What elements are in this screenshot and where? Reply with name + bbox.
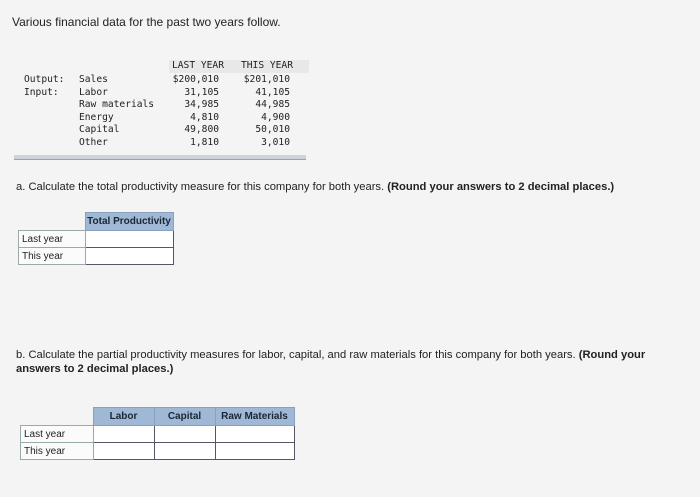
capital-last-year-input[interactable] — [155, 426, 215, 442]
output-label: Output: — [24, 74, 65, 85]
header-this-year: THIS YEAR — [241, 60, 293, 71]
other-last-year: 1,810 — [190, 136, 219, 148]
total-productivity-this-year-input[interactable] — [86, 248, 173, 264]
raw-materials-last-year-input[interactable] — [216, 426, 294, 442]
raw-materials-this-year-input[interactable] — [216, 443, 294, 459]
row-this-year: This year — [19, 248, 86, 265]
total-productivity-table — [18, 212, 174, 265]
table-bottom-line — [14, 159, 306, 160]
energy-this-year: 4,900 — [261, 111, 290, 123]
raw-materials-this-year-cell[interactable] — [215, 443, 294, 460]
row-label-raw-materials: Raw materials — [79, 99, 155, 110]
other-this-year: 3,010 — [261, 136, 290, 148]
sales-this-year: $201,010 — [243, 74, 290, 85]
capital-last-year-cell[interactable] — [154, 426, 215, 443]
col-raw-materials: Raw Materials — [215, 408, 294, 426]
labor-last-year-cell[interactable] — [93, 426, 154, 443]
labor-this-year: 41,105 — [255, 86, 290, 98]
row-label-sales: Sales — [79, 74, 108, 85]
question-a-instruction: (Round your answers to 2 decimal places.) — [387, 181, 615, 193]
header-last-year: LAST YEAR — [172, 60, 224, 71]
corner-blank — [21, 408, 94, 426]
row-this-year: This year — [21, 443, 94, 460]
sales-last-year: $200,010 — [172, 74, 219, 85]
raw-materials-last-year-cell[interactable] — [215, 426, 294, 443]
row-last-year: Last year — [19, 231, 86, 248]
input-label: Input: — [24, 86, 59, 98]
capital-last-year: 49,800 — [184, 124, 219, 135]
labor-this-year-cell[interactable] — [93, 443, 154, 460]
partial-productivity-table — [20, 407, 295, 460]
capital-this-year-cell[interactable] — [154, 443, 215, 460]
row-label-labor: Labor — [79, 86, 108, 98]
col-capital: Capital — [154, 408, 215, 426]
row-last-year: Last year — [21, 426, 94, 443]
capital-this-year-input[interactable] — [155, 443, 215, 459]
col-labor: Labor — [93, 408, 154, 426]
raw-materials-last-year: 34,985 — [184, 99, 219, 110]
total-productivity-last-year-cell[interactable] — [85, 231, 173, 248]
raw-materials-this-year: 44,985 — [255, 99, 290, 110]
corner-blank — [19, 213, 86, 231]
financial-data-table — [14, 60, 306, 160]
labor-last-year-input[interactable] — [94, 426, 154, 442]
total-productivity-last-year-input[interactable] — [86, 231, 173, 247]
intro-text: Various financial data for the past two years follow. — [12, 15, 281, 29]
row-label-energy: Energy — [79, 111, 114, 123]
row-label-other: Other — [79, 136, 108, 148]
question-a-text: a. Calculate the total productivity measure for this company for both years. — [16, 181, 388, 193]
question-b-instruction: (Round your answers to 2 decimal places.) — [16, 349, 646, 375]
row-label-capital: Capital — [79, 124, 120, 135]
col-total-productivity: Total Productivity — [85, 213, 173, 231]
total-productivity-this-year-cell[interactable] — [85, 248, 173, 265]
question-b — [16, 348, 686, 376]
question-b-text: b. Calculate the partial productivity measures for labor, capital, and raw materials for this company for both years. — [16, 349, 579, 361]
question-a — [16, 180, 686, 194]
labor-last-year: 31,105 — [184, 86, 219, 98]
labor-this-year-input[interactable] — [94, 443, 154, 459]
capital-this-year: 50,010 — [255, 124, 290, 135]
energy-last-year: 4,810 — [190, 111, 219, 123]
